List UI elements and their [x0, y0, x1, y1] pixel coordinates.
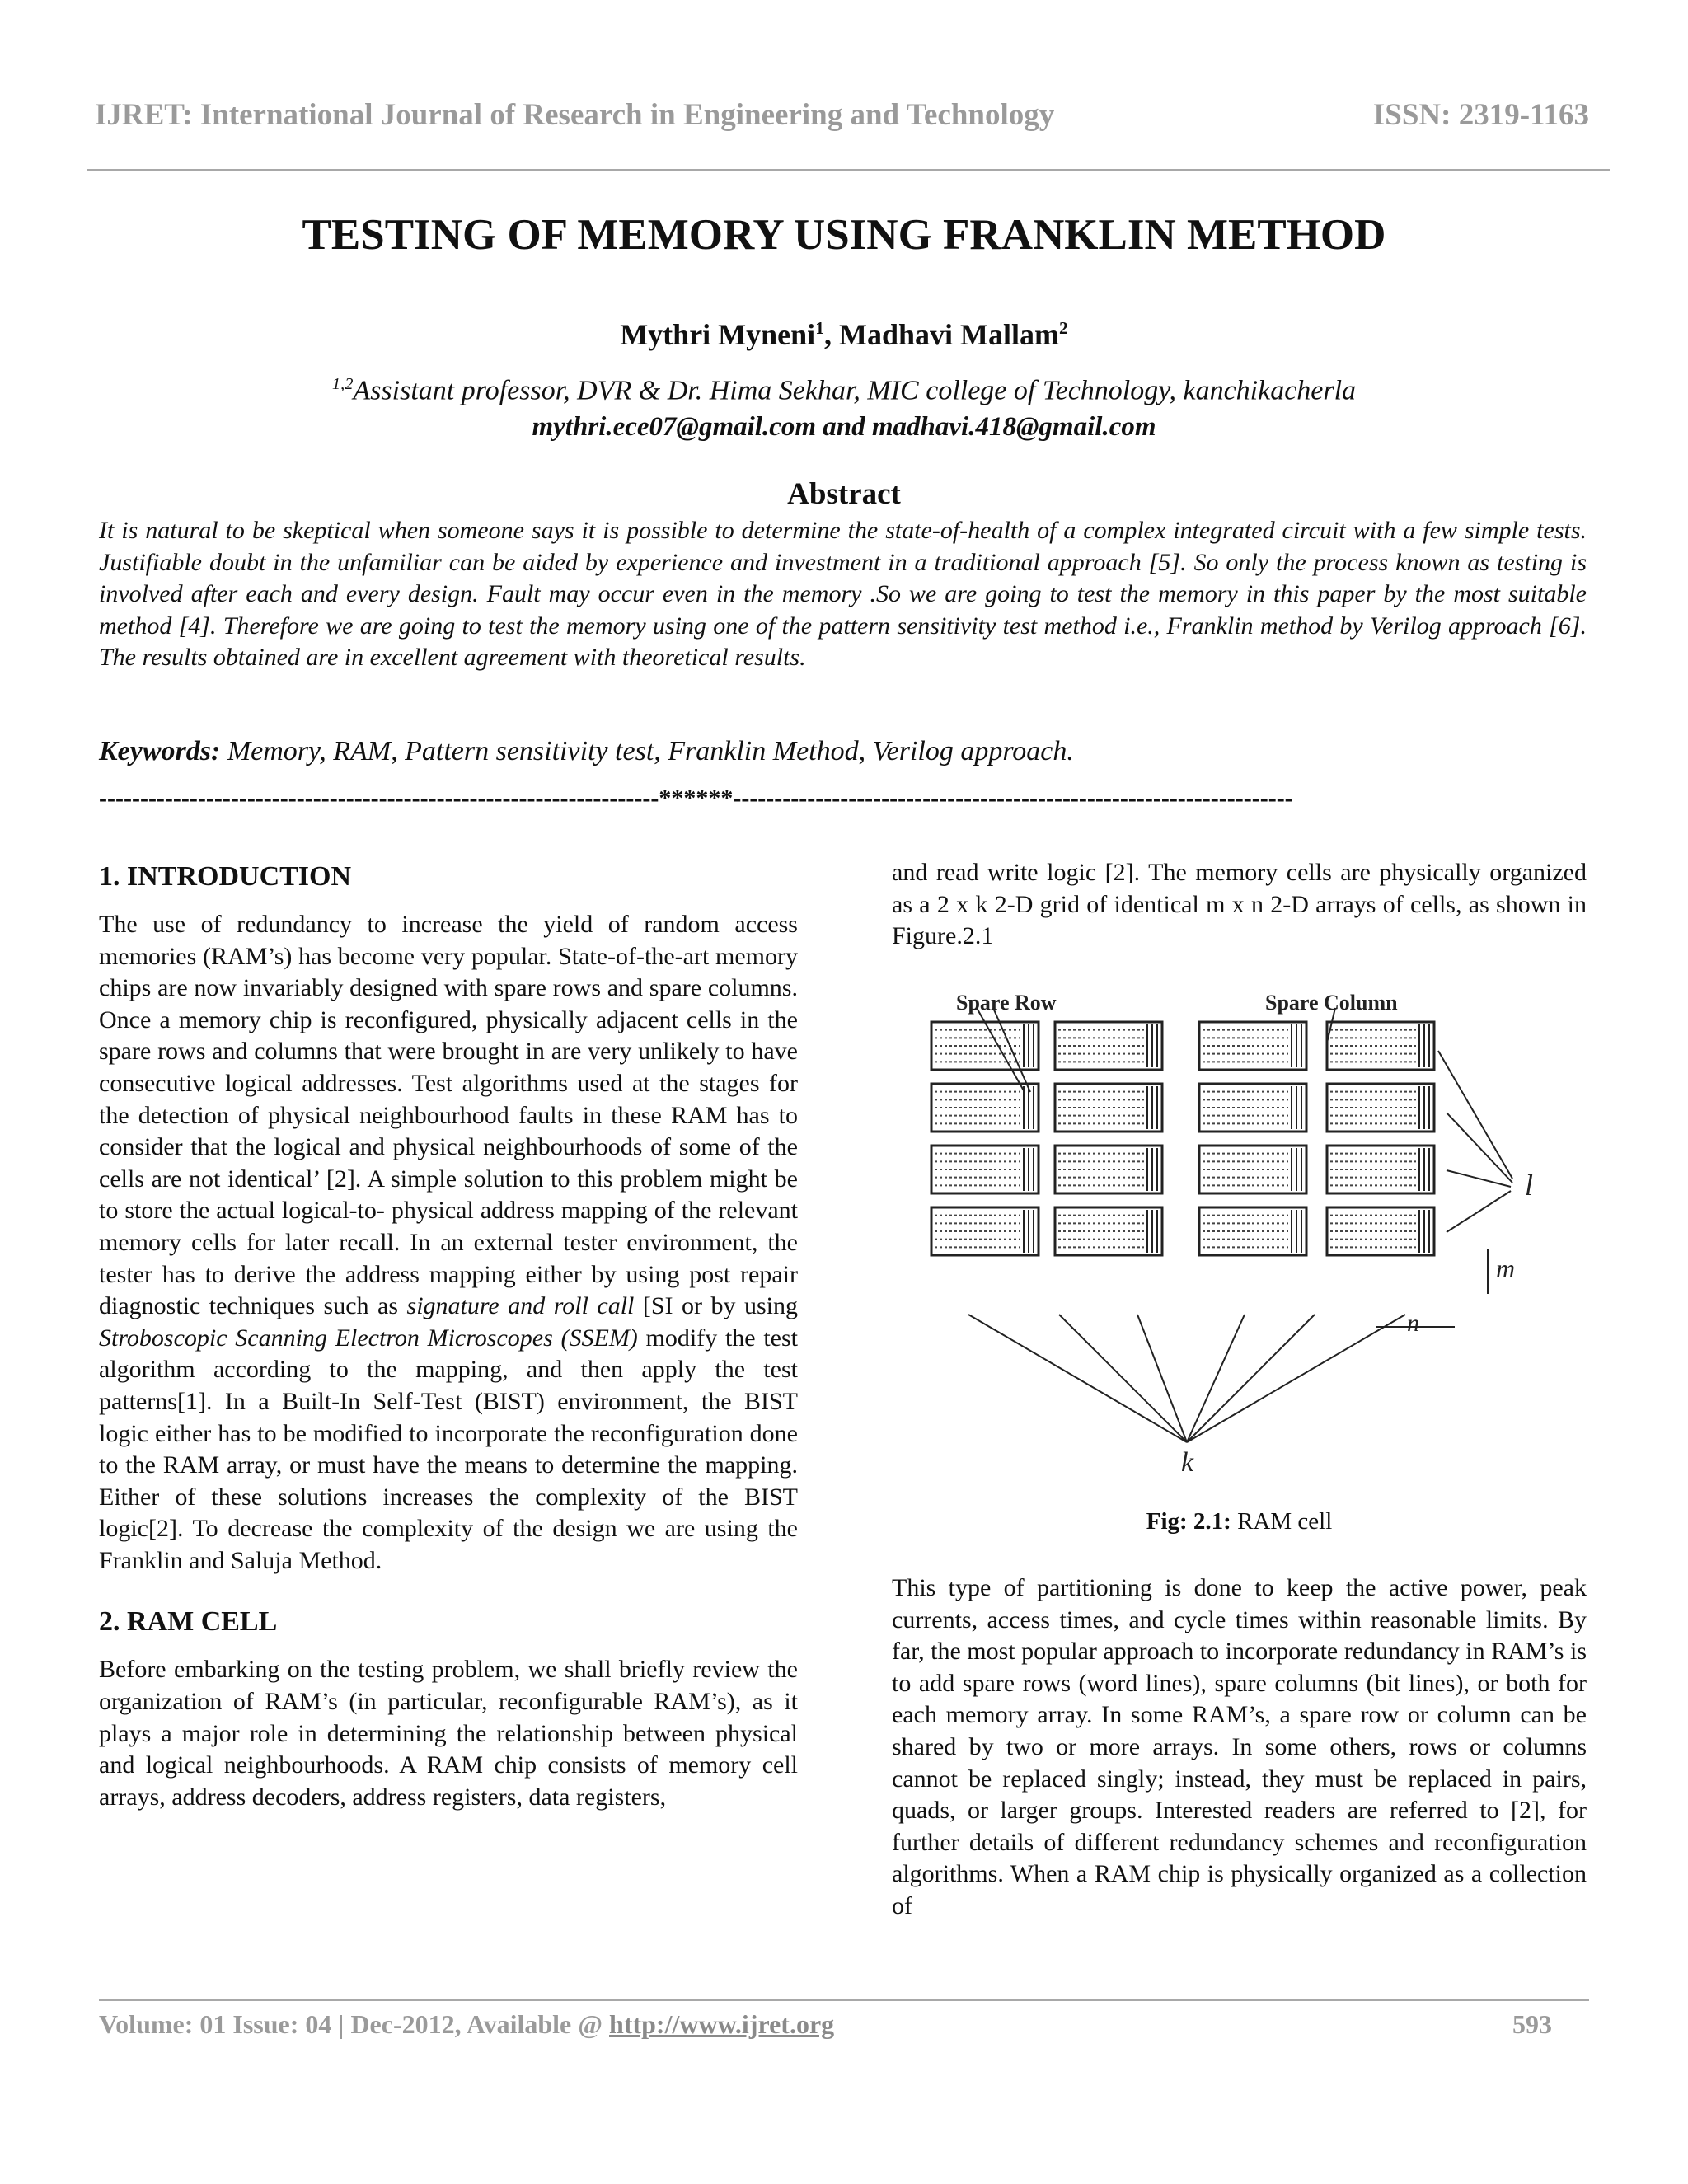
keywords — [99, 736, 1587, 767]
label-m: m — [1496, 1254, 1516, 1283]
memory-array — [931, 1022, 1039, 1070]
memory-array — [931, 1084, 1039, 1132]
memory-array — [1055, 1022, 1162, 1070]
left-column — [99, 861, 798, 1813]
memory-array — [1199, 1022, 1306, 1070]
memory-array — [1327, 1022, 1434, 1070]
paper-title: TESTING OF MEMORY USING FRANKLIN METHOD — [302, 211, 1386, 259]
ram-cell-paragraph: Before embarking on the testing problem, we shall briefly review the organization of RAM’s (in particular, reconfigurable RAM’s), as it plays a major role in determining the relationship between physical and logical neighbourhoods. A RAM chip consists of memory cell arrays, address decoders, address registers, data registers, — [99, 1656, 798, 1811]
ram-array-diagram — [919, 985, 1562, 1496]
keywords-text: Memory, RAM, Pattern sensitivity test, Franklin Method, Verilog approach. — [220, 736, 1074, 766]
l-pointer-3 — [1447, 1170, 1511, 1187]
author-2-sup: 2 — [1058, 318, 1068, 338]
intro-text-2: [SI or by using — [634, 1292, 798, 1320]
journal-link[interactable]: http://www.ijret.org — [609, 2009, 835, 2039]
l-pointer-4 — [1447, 1191, 1511, 1232]
affiliation-text: Assistant professor, DVR & Dr. Hima Sekhar, MIC college of Technology, kanchikacherla — [353, 375, 1357, 406]
intro-italic-2: Stroboscopic Scanning Electron Microscopes (SSEM) — [99, 1324, 638, 1352]
ram-cell-heading: 2. RAM CELL — [99, 1606, 278, 1638]
keywords-label: Keywords: — [99, 736, 221, 766]
journal-name: IJRET: International Journal of Research in Engineering and Technology — [95, 98, 1055, 132]
label-n: n — [1407, 1310, 1419, 1337]
author-emails: mythri.ece07@gmail.com and madhavi.418@gmail.com — [532, 412, 1156, 442]
ram-cell-figure — [919, 985, 1562, 1496]
memory-array — [931, 1146, 1039, 1193]
author-1-sup: 1 — [815, 318, 824, 338]
footer-divider — [99, 1999, 1589, 2001]
section-divider: --------------------------------------------------------------------******-------------------------------------------------------------------- — [99, 785, 1293, 812]
footer-text: Volume: 01 Issue: 04 | Dec-2012, Available @ — [99, 2009, 610, 2039]
memory-array — [1327, 1084, 1434, 1132]
right-paragraph-2: This type of partitioning is done to keep the active power, peak currents, access times, and cycle times within reasonable limits. By far, the most popular approach to incorporate redundancy in RAM’s is to add spare rows (word lines), spare columns (bit lines), or both for each memory array. In some RAM’s, a spare row or column can be shared by two or more arrays. In some others, rows or columns cannot be replaced singly; instead, they must be replaced in pairs, quads, or larger groups. Interested readers are referred to [2], for further details of different redundancy schemes and reconfiguration algorithms. When a RAM chip is physically organized as a collection of — [892, 1574, 1587, 1919]
spare-column-label: Spare Column — [1265, 991, 1398, 1015]
author-1: Mythri Myneni — [620, 318, 816, 351]
abstract-text: It is natural to be skeptical when someone says it is possible to determine the state-of-health of a complex integrated circuit with a few simple tests. Justifiable doubt in the unfamiliar can be aided by experience and investment in a traditional approach [5]. So only the process known as testing is involved after each and every design. Fault may occur even in the memory .So we are going to test the memory in this paper by the most suitable method [4]. Therefore we are going to test the memory using one of the pattern sensitivity test method i.e., Franklin method by Verilog approach [6]. The results obtained are in excellent agreement with theoretical results. — [99, 517, 1587, 671]
right-paragraph-1: and read write logic [2]. The memory cells are physically organized as a 2 x k 2-D grid of identical m x n 2-D arrays of cells, as shown in Figure.2.1 — [892, 859, 1587, 950]
memory-arrays-grid — [931, 1022, 1434, 1255]
spare-row-pointer-2 — [993, 1008, 1030, 1092]
label-l: l — [1525, 1169, 1534, 1202]
intro-text-1: The use of redundancy to increase the yield of random access memories (RAM’s) has become very popular. State-of-the-art memory chips are now invariably designed with spare rows and spare columns. Once a memory chip is reconfigured, physically adjacent cells in the spare rows and columns that were brought in are very unlikely to have consecutive logical addresses. Test algorithms used at the stages for the detection of physical neighbourhood faults in these RAM has to consider that the logical and physical neighbourhoods of some of the cells are not identical’ [2]. A simple solution to this problem might be to store the actual logical-to- physical address mapping of the relevant memory cells for later recall. In an external tester environment, the tester has to derive the address mapping either by using post repair diagnostic techniques such as — [99, 911, 798, 1320]
k-pointer-4 — [1187, 1315, 1245, 1442]
intro-heading: 1. INTRODUCTION — [99, 861, 352, 892]
header-divider — [87, 169, 1610, 171]
issn: ISSN: 2319-1163 — [1372, 98, 1589, 132]
affiliation — [0, 375, 1688, 406]
memory-array — [1327, 1207, 1434, 1255]
memory-array — [1055, 1207, 1162, 1255]
right-column-top — [892, 857, 1587, 953]
affiliation-sup: 1,2 — [331, 375, 354, 393]
figure-caption — [892, 1508, 1587, 1535]
caption-label: Fig: 2.1: — [1146, 1508, 1231, 1535]
spare-row-label: Spare Row — [956, 991, 1057, 1015]
memory-array — [1199, 1084, 1306, 1132]
author-separator: , — [823, 318, 839, 351]
label-k: k — [1181, 1447, 1194, 1478]
abstract-heading: Abstract — [787, 477, 901, 511]
spare-row-pointer — [977, 1008, 1025, 1092]
memory-array — [1327, 1146, 1434, 1193]
author-2: Madhavi Mallam — [838, 318, 1059, 351]
memory-array — [1199, 1146, 1306, 1193]
intro-text-3: modify the test algorithm according to the mapping, and then apply the test patterns[1]. In a Built-In Self-Test (BIST) environment, the BIST logic either has to be modified to incorporate the reconfiguration done to the RAM array, or must have the means to determine the mapping. Either of these solutions increases the complexity of the BIST logic[2]. To decrease the complexity of the design we are using the Franklin and Saluja Method. — [99, 1324, 798, 1574]
memory-array — [931, 1207, 1039, 1255]
memory-array — [1055, 1084, 1162, 1132]
caption-text: RAM cell — [1231, 1508, 1333, 1535]
memory-array — [1055, 1146, 1162, 1193]
intro-italic-1: signature and roll call — [406, 1292, 635, 1320]
right-column-bottom — [892, 1572, 1587, 1923]
footer-volume-info — [99, 2009, 834, 2040]
authors — [0, 317, 1688, 352]
page-number: 593 — [1512, 2009, 1552, 2039]
intro-paragraph — [99, 909, 798, 1577]
k-pointer-3 — [1137, 1315, 1187, 1442]
memory-array — [1199, 1207, 1306, 1255]
